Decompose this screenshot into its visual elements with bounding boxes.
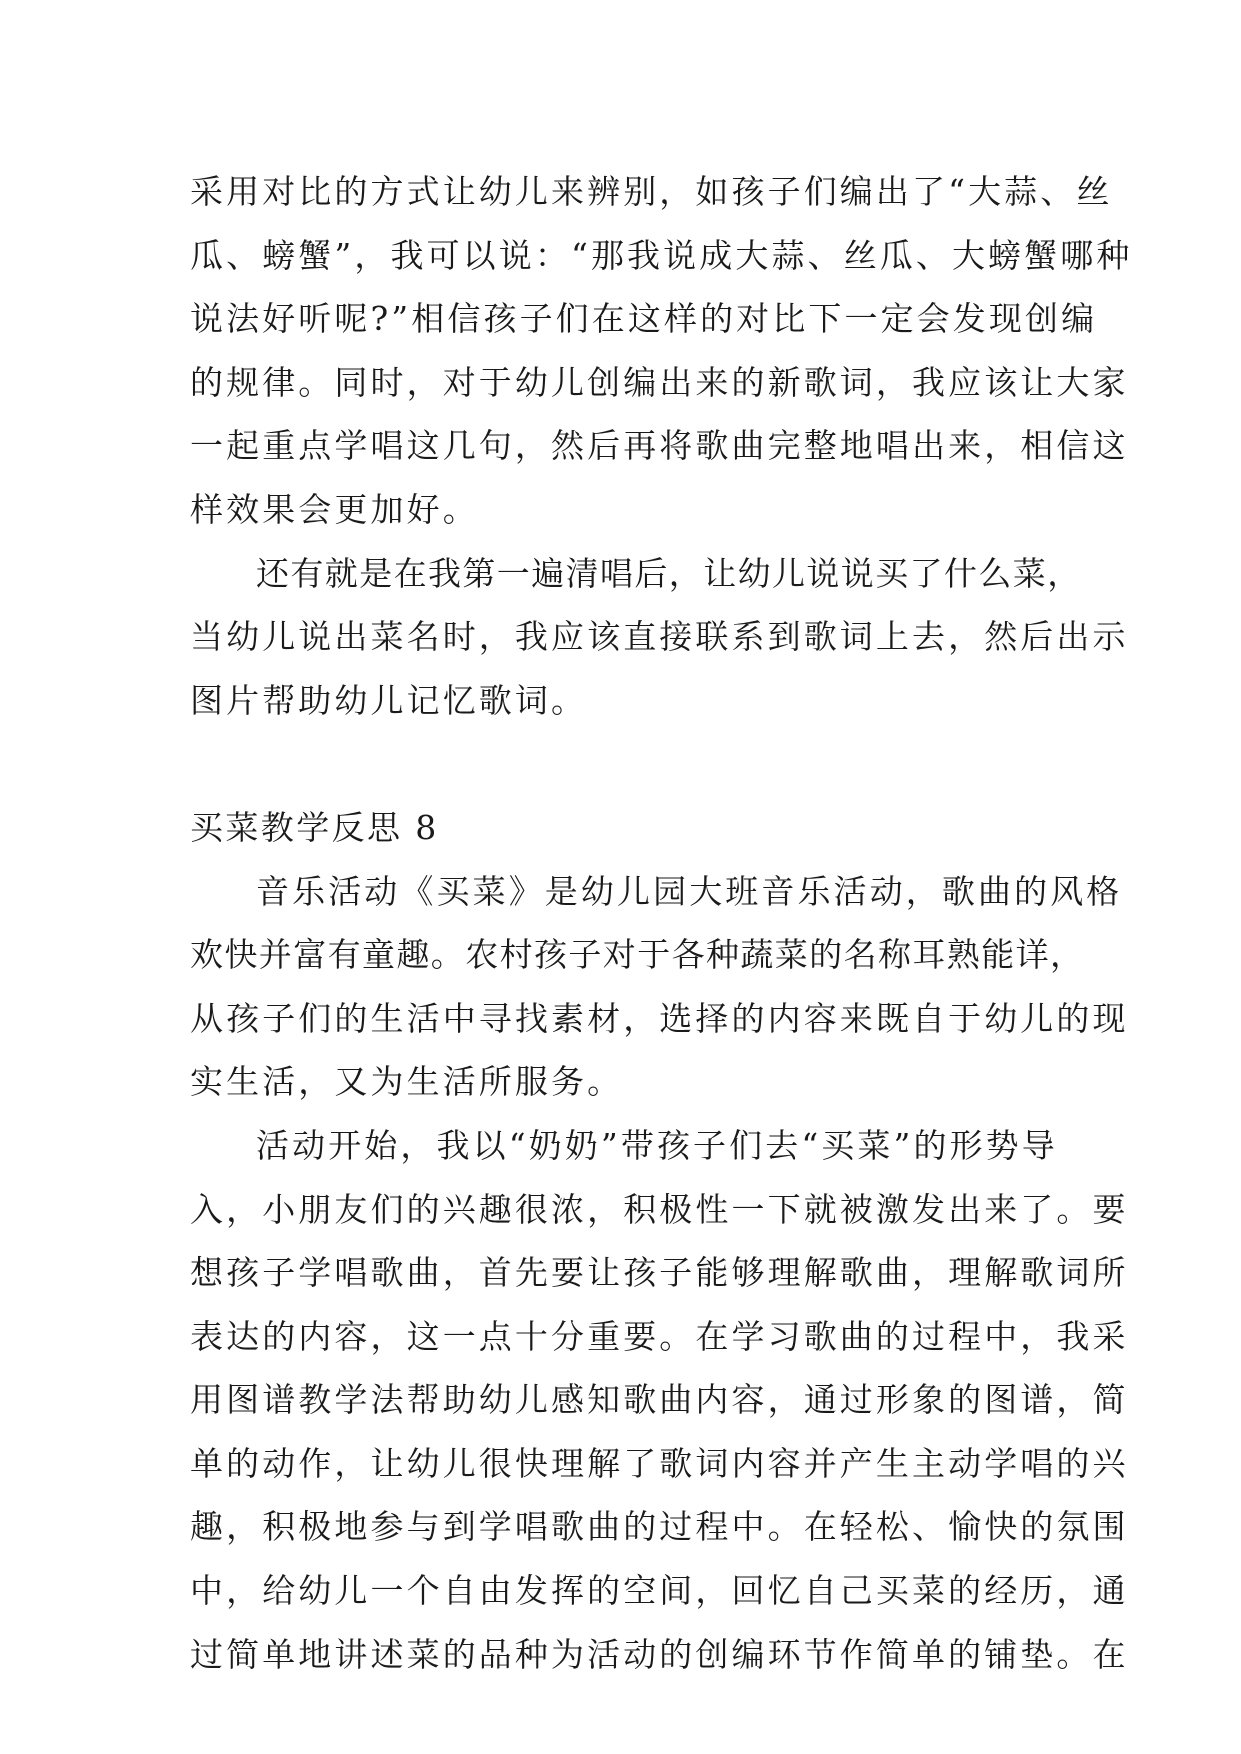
text-line: 活动开始，我以“奶奶”带孩子们去“买菜”的形势导 [256, 1125, 1058, 1165]
text-line: 过简单地讲述菜的品种为活动的创编环节作简单的铺垫。在 [190, 1634, 1129, 1674]
document-body [190, 160, 1133, 1686]
blank-line [190, 732, 1060, 796]
text-line: 的规律。同时，对于幼儿创编出来的新歌词，我应该让大家 [190, 362, 1129, 402]
text-line: 还有就是在我第一遍清唱后，让幼儿说说买了什么菜， [256, 553, 1082, 593]
text-line: 图片帮助幼儿记忆歌词。 [190, 680, 588, 720]
text-line: 说法好听呢?”相信孩子们在这样的对比下一定会发现创编 [190, 299, 1098, 339]
paragraph-extra [190, 542, 1129, 733]
text-line: 欢快并富有童趣。农村孩子对于各种蔬菜的名称耳熟能详， [190, 935, 1085, 975]
text-line: 用图谱教学法帮助幼儿感知歌曲内容，通过形象的图谱，简 [190, 1380, 1129, 1420]
text-line: 一起重点学唱这几句，然后再将歌曲完整地唱出来，相信这 [190, 426, 1129, 466]
text-line: 实生活，又为生活所服务。 [190, 1062, 624, 1102]
text-line: 表达的内容，这一点十分重要。在学习歌曲的过程中，我采 [190, 1316, 1129, 1356]
text-line: 想孩子学唱歌曲，首先要让孩子能够理解歌曲，理解歌词所 [190, 1253, 1129, 1293]
paragraph-activity [190, 1114, 1129, 1686]
paragraph-intro [190, 860, 1129, 1114]
text-line: 单的动作，让幼儿很快理解了歌词内容并产生主动学唱的兴 [190, 1443, 1129, 1483]
section-title: 买菜教学反思 8 [190, 807, 439, 847]
text-line: 趣，积极地参与到学唱歌曲的过程中。在轻松、愉快的氛围 [190, 1507, 1129, 1547]
text-line: 从孩子们的生活中寻找素材，选择的内容来既自于幼儿的现 [190, 998, 1129, 1038]
text-line: 瓜、螃蟹”，我可以说：“那我说成大蒜、丝瓜、大螃蟹哪种 [190, 235, 1133, 275]
text-line: 采用对比的方式让幼儿来辨别，如孩子们编出了“大蒜、丝 [190, 172, 1113, 211]
text-line: 中，给幼儿一个自由发挥的空间，回忆自己买菜的经历，通 [190, 1571, 1129, 1611]
paragraph-continued [190, 160, 1133, 542]
text-line: 样效果会更加好。 [190, 489, 479, 529]
text-line: 音乐活动《买菜》是幼儿园大班音乐活动，歌曲的风格 [256, 871, 1123, 911]
text-line: 当幼儿说出菜名时，我应该直接联系到歌词上去，然后出示 [190, 617, 1129, 657]
text-line: 入，小朋友们的兴趣很浓，积极性一下就被激发出来了。要 [190, 1189, 1129, 1229]
